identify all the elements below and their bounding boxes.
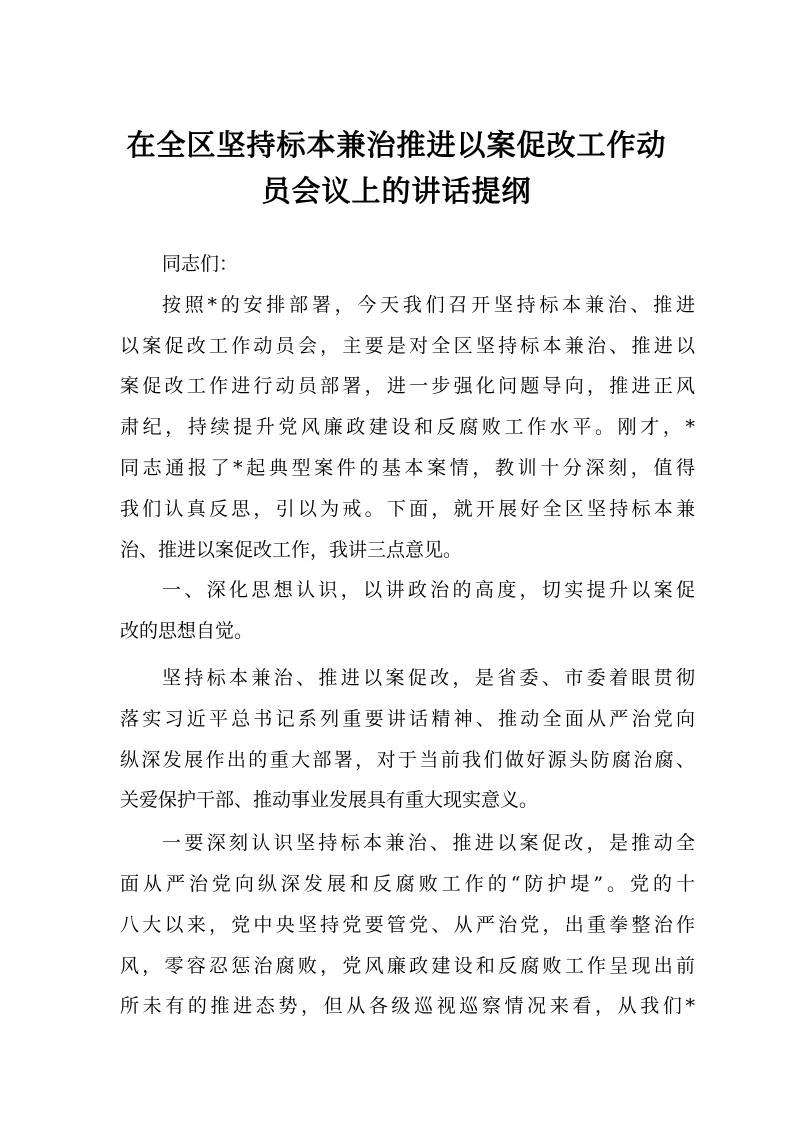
- paragraph-line: 落实习近平总书记系列重要讲话精神、推动全面从严治党向: [120, 707, 695, 730]
- paragraph-line: 按照*的安排部署，今天我们召开坚持标本兼治、推进: [162, 293, 695, 316]
- paragraph-3: [120, 658, 695, 821]
- document-title-line-1: 在全区坚持标本兼治推进以案促改工作动: [126, 128, 667, 162]
- paragraph-line: 肃纪，持续提升党风廉政建设和反腐败工作水平。刚才，*: [120, 416, 695, 439]
- paragraph-line: 一要深刻认识坚持标本兼治、推进以案促改，是推动全: [162, 832, 695, 855]
- paragraph-line: 纵深发展作出的重大部署，对于当前我们做好源头防腐治腐、: [120, 748, 695, 771]
- paragraph-line: 治、推进以案促改工作，我讲三点意见。: [120, 538, 463, 561]
- paragraph-line: 同志通报了*起典型案件的基本案情，教训十分深刻，值得: [120, 456, 695, 479]
- paragraph-1: [120, 285, 695, 571]
- paragraph-line: 风，零容忍惩治腐败，党风廉政建设和反腐败工作呈现出前: [120, 954, 695, 977]
- paragraph-line: 所未有的推进态势，但从各级巡视巡察情况来看，从我们*: [120, 995, 695, 1018]
- paragraph-line: 坚持标本兼治、推进以案促改，是省委、市委着眼贯彻: [162, 666, 695, 689]
- paragraph-line: 八大以来，党中央坚持党要管党、从严治党，出重拳整治作: [120, 913, 695, 936]
- paragraph-line: 我们认真反思，引以为戒。下面，就开展好全区坚持标本兼: [120, 497, 695, 520]
- paragraph-4: [120, 823, 695, 1027]
- paragraph-line: 案促改工作进行动员部署，进一步强化问题导向，推进正风: [120, 375, 695, 398]
- paragraph-line: 面从严治党向纵深发展和反腐败工作的“防护堤”。党的十: [120, 872, 695, 895]
- paragraph-line: 关爱保护干部、推动事业发展具有重大现实意义。: [120, 789, 539, 812]
- document-title-line-2: 员会议上的讲话提纲: [261, 174, 532, 208]
- paragraph-line: 一、深化思想认识，以讲政治的高度，切实提升以案促: [162, 579, 695, 602]
- salutation: 同志们：: [162, 253, 239, 275]
- paragraph-line: 以案促改工作动员会，主要是对全区坚持标本兼治、推进以: [120, 334, 695, 357]
- paragraph-line: 改的思想自觉。: [120, 620, 254, 643]
- section-heading-1: [120, 570, 695, 652]
- document-body: [120, 244, 695, 1027]
